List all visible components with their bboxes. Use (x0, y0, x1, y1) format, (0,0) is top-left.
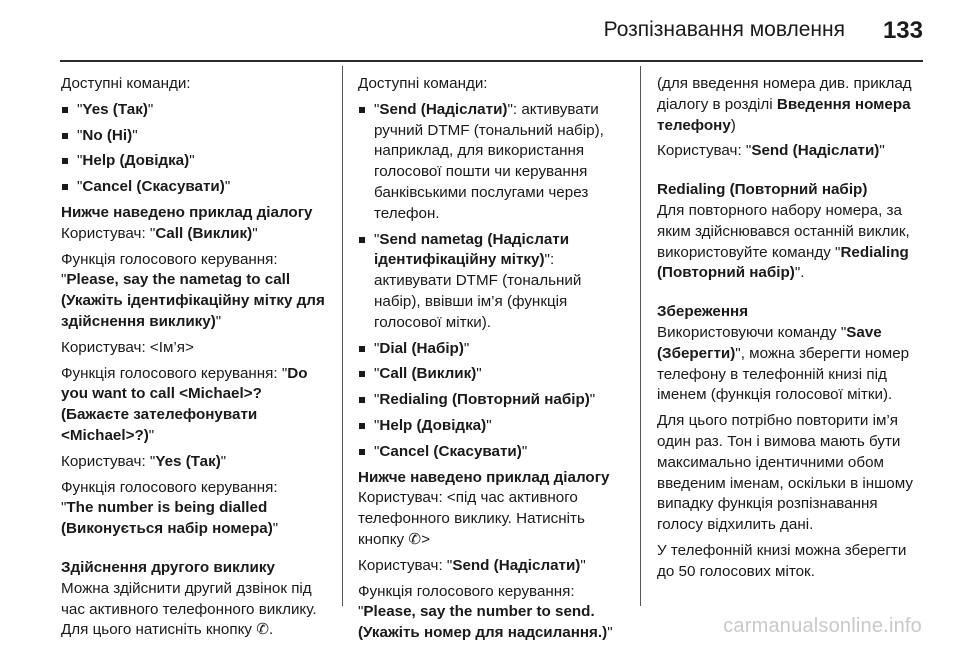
command-item: "Dial (Набір)" (358, 339, 626, 360)
repeat-text: Для цього потрібно повторити ім’я один раз. Тон і вимова мають бути максимально ідентичними обом введеним іменам, оскільки в іншому випадку функція розпізнавання голосу відхилить дані. (657, 412, 913, 534)
page-header (60, 0, 923, 62)
dialog-system-line: Функція голосового керування: "Do you want to call <Michael>? (Бажаєте зателефонувати <Michael>?)" (61, 364, 308, 444)
command-item: "Help (Довідка)" (61, 151, 329, 172)
continuation-text: (для введення номера див. приклад діалогу в розділі Введення номера телефону) (657, 75, 912, 134)
example-heading: Нижче наведено приклад діалогу (358, 468, 610, 486)
example-heading: Нижче наведено приклад діалогу (61, 203, 313, 221)
dialog-user-line: Користувач: "Call (Виклик)" (61, 224, 258, 242)
dialog-user-line: Користувач: "Yes (Так)" (61, 452, 227, 470)
column-3 (657, 74, 925, 588)
command-item: "Yes (Так)" (61, 100, 329, 121)
save-heading: Збереження (657, 303, 749, 321)
phone-icon: ✆ (256, 621, 269, 639)
dialog-user-line: Користувач: <Ім’я> (61, 338, 194, 356)
command-item: "No (Ні)" (61, 126, 329, 147)
dialog-user-line: Користувач: "Send (Надіслати)" (657, 142, 885, 160)
column-divider (342, 66, 343, 606)
column-1 (61, 74, 329, 646)
capacity-text: У телефонній книзі можна зберегти до 50 голосових міток. (657, 541, 907, 580)
column-2 (358, 74, 626, 649)
dialog-system-line: Функція голосового керування: "Please, say the nametag to call (Укажіть ідентифікаційну мітку для здійснення виклику)" (61, 250, 325, 330)
watermark: carmanualsonline.info (723, 615, 922, 637)
second-call-heading: Здійснення другого виклику (61, 558, 275, 576)
command-item: "Redialing (Повторний набір)" (358, 390, 626, 411)
commands-intro: Доступні команди: (358, 75, 488, 92)
command-item: "Send (Надіслати)": активувати ручний DTMF (тональний набір), наприклад, для використання голосової пошти чи керування банківськими послугами через телефон. (358, 100, 626, 225)
command-item: "Send nametag (Надіслати ідентифікаційну мітку)": активувати DTMF (тональний набір), ввівши ім’я (функція голосової мітки). (358, 230, 626, 334)
column-divider (640, 66, 641, 606)
dialog-system-line: Функція голосового керування: "Please, say the number to send. (Укажіть номер для надсилання.)" (358, 582, 613, 642)
dialog-system-line: Функція голосового керування: "The number is being dialled (Виконується набір номера)" (61, 478, 279, 538)
dialog-user-line: Користувач: <під час активного телефонного виклику. Натисніть кнопку ✆> (358, 488, 626, 550)
redial-heading: Redialing (Повторний набір) (657, 181, 868, 199)
command-item: "Help (Довідка)" (358, 416, 626, 437)
phone-entry-link: Введення номера телефону (657, 95, 911, 134)
phone-icon: ✆ (408, 530, 422, 548)
commands-intro: Доступні команди: (61, 75, 191, 92)
page-title: Розпізнавання мовлення (603, 18, 845, 41)
command-item: "Call (Виклик)" (358, 364, 626, 385)
command-item: "Cancel (Скасувати)" (358, 442, 626, 463)
second-call-text: Можна здійснити другий дзвінок під час активного телефонного виклику. Для цього натисніть кнопку ✆. (61, 579, 329, 641)
page-number: 133 (882, 17, 923, 44)
redial-text: Для повторного набору номера, за яким здійснювався останній виклик, використовуйте команду "Redialing (Повторний набір)". (657, 201, 910, 282)
command-item: "Cancel (Скасувати)" (61, 177, 329, 198)
dialog-user-line: Користувач: "Send (Надіслати)" (358, 556, 586, 574)
save-text: Використовуючи команду "Save (Зберегти)", можна зберегти номер телефону в телефонній книзі під іменем (функція голосової мітки). (657, 323, 910, 404)
